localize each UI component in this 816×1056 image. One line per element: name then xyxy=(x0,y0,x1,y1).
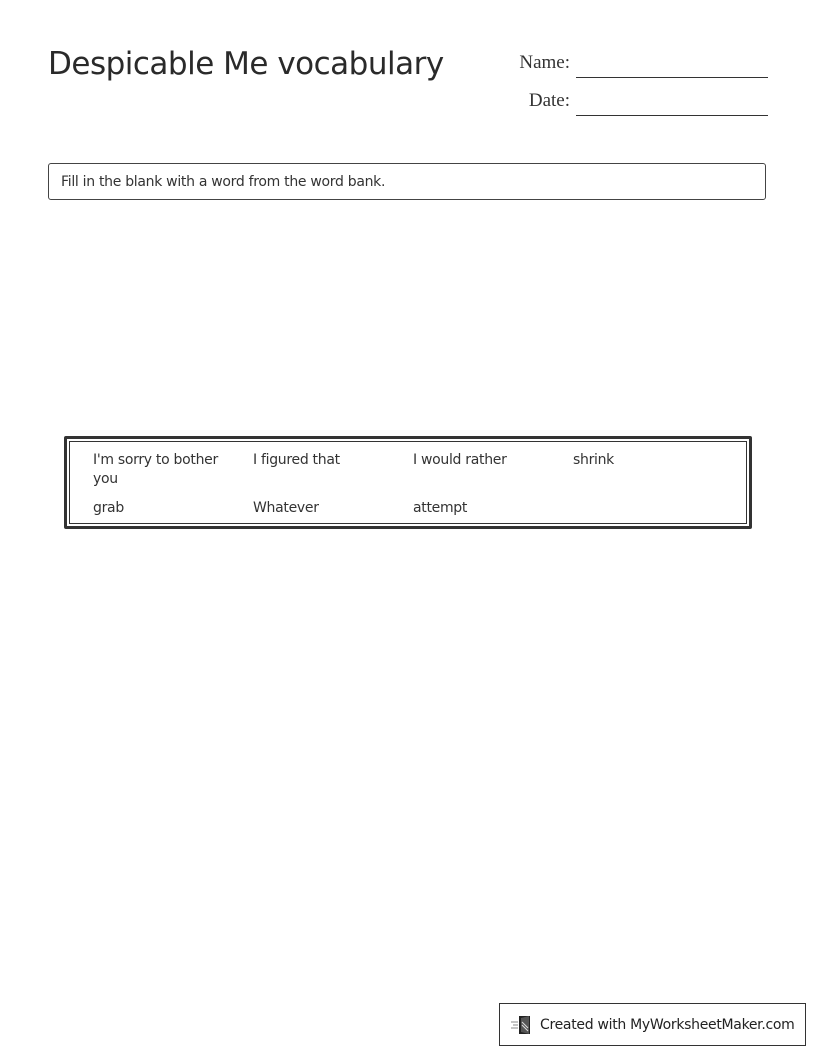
date-line[interactable] xyxy=(576,115,768,116)
date-field[interactable] xyxy=(500,88,768,116)
worksheet-maker-logo-icon xyxy=(510,1014,534,1036)
word-bank-item: Whatever xyxy=(253,500,319,516)
word-bank-item: I figured that xyxy=(253,452,340,468)
name-label: Name: xyxy=(519,52,570,73)
word-bank-item: grab xyxy=(93,500,124,516)
word-bank-item: I would rather xyxy=(413,452,507,468)
name-line[interactable] xyxy=(576,77,768,78)
word-bank-item: attempt xyxy=(413,500,468,516)
word-bank-item: I'm sorry to bother you xyxy=(93,452,218,487)
name-field[interactable] xyxy=(500,50,768,78)
word-bank-item: shrink xyxy=(573,452,614,468)
instructions-box xyxy=(48,163,766,200)
footer-credit[interactable] xyxy=(499,1003,806,1046)
date-label: Date: xyxy=(528,90,570,111)
instructions-text: Fill in the blank with a word from the word bank. xyxy=(61,174,386,190)
footer-text: Created with MyWorksheetMaker.com xyxy=(540,1016,795,1033)
word-bank xyxy=(64,436,752,529)
worksheet-title: Despicable Me vocabulary xyxy=(48,46,444,82)
